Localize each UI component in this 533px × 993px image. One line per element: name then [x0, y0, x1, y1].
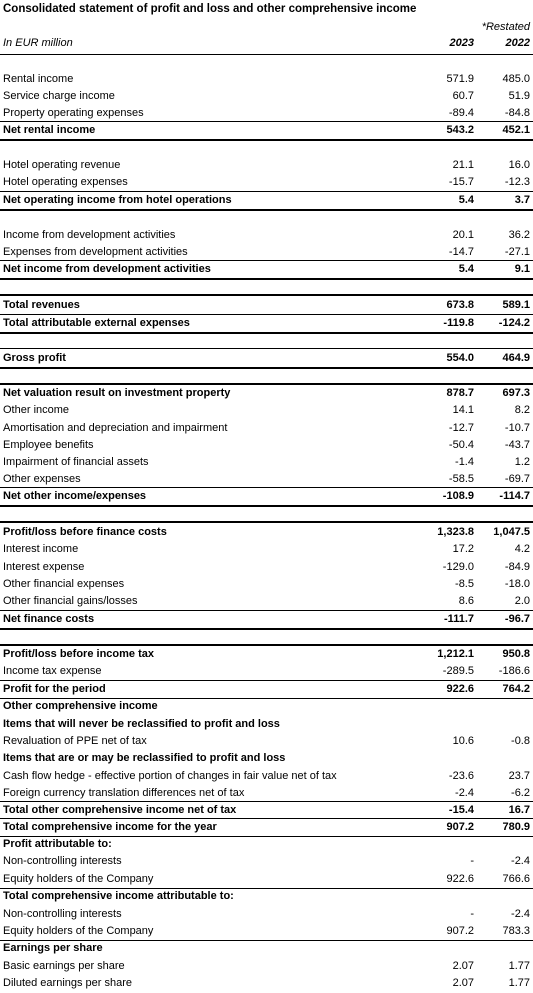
value-2022: -18.0: [504, 578, 530, 590]
row-divider-rule: [0, 487, 533, 488]
header-rule: [0, 54, 533, 55]
row-label: Net other income/expenses: [3, 490, 147, 502]
row-divider-rule: [0, 940, 533, 941]
row-label: Profit/loss before income tax: [3, 648, 154, 660]
row-label: Profit for the period: [3, 683, 106, 695]
row-label: Total attributable external expenses: [3, 317, 190, 329]
row-label: Net income from development activities: [3, 263, 211, 275]
table-row: [0, 888, 533, 905]
value-2022: 4.2: [514, 543, 530, 555]
table-row: [0, 940, 533, 957]
row-divider-rule: [0, 294, 533, 296]
row-label: Non-controlling interests: [3, 855, 122, 867]
value-2022: 1,047.5: [493, 526, 530, 538]
value-2022: 9.1: [514, 263, 530, 275]
table-row: [0, 454, 533, 471]
row-label: Total other comprehensive income net of tax: [3, 804, 237, 816]
row-divider-rule: [0, 383, 533, 385]
value-2023: -50.4: [448, 439, 474, 451]
statement-title: Consolidated statement of profit and loss and other comprehensive income: [3, 3, 417, 15]
value-2023: -1.4: [455, 456, 474, 468]
row-divider-rule: [0, 139, 533, 141]
row-label: Rental income: [3, 73, 74, 85]
table-row: [0, 437, 533, 454]
row-divider-rule: [0, 332, 533, 334]
value-2023: -129.0: [442, 561, 474, 573]
value-2023: 5.4: [458, 194, 474, 206]
value-2023: 673.8: [446, 299, 474, 311]
column-header-2023: 2023: [449, 37, 474, 49]
row-label: Amortisation and depreciation and impairment: [3, 422, 228, 434]
table-row: [0, 524, 533, 541]
row-label: Equity holders of the Company: [3, 925, 154, 937]
row-label: Income tax expense: [3, 665, 102, 677]
value-2023: 21.1: [452, 159, 474, 171]
row-label: Hotel operating revenue: [3, 159, 121, 171]
value-2022: 36.2: [508, 229, 530, 241]
value-2022: -84.9: [504, 561, 530, 573]
table-row: [0, 471, 533, 488]
value-2023: -2.4: [455, 787, 474, 799]
value-2022: 464.9: [502, 352, 530, 364]
table-row: [0, 420, 533, 437]
table-row: [0, 227, 533, 244]
row-label: Net operating income from hotel operations: [3, 194, 232, 206]
row-divider-rule: [0, 348, 533, 349]
value-2023: 2.07: [452, 960, 474, 972]
row-label: Cash flow hedge - effective portion of changes in fair value net of tax: [3, 770, 337, 782]
row-divider-rule: [0, 505, 533, 507]
table-row: [0, 122, 533, 139]
value-2023: -23.6: [448, 770, 474, 782]
row-divider-rule: [0, 209, 533, 211]
row-divider-rule: [0, 801, 533, 802]
row-label: Employee benefits: [3, 439, 94, 451]
value-2023: 20.1: [452, 229, 474, 241]
value-2023: 60.7: [452, 90, 474, 102]
row-divider-rule: [0, 628, 533, 630]
row-label: Impairment of financial assets: [3, 456, 149, 468]
table-row: [0, 923, 533, 940]
value-2023: -15.4: [448, 804, 474, 816]
value-2022: 766.6: [502, 873, 530, 885]
value-2023: 907.2: [446, 821, 474, 833]
row-label: Other comprehensive income: [3, 700, 158, 712]
row-label: Other expenses: [3, 473, 81, 485]
table-row: [0, 559, 533, 576]
table-row: [0, 350, 533, 367]
value-2022: 23.7: [508, 770, 530, 782]
row-label: Earnings per share: [3, 942, 103, 954]
row-label: Property operating expenses: [3, 107, 144, 119]
table-row: [0, 385, 533, 402]
row-divider-rule: [0, 521, 533, 523]
row-label: Net rental income: [3, 124, 96, 136]
value-2023: -58.5: [448, 473, 474, 485]
table-row: [0, 733, 533, 750]
table-row: [0, 157, 533, 174]
row-label: Diluted earnings per share: [3, 977, 133, 989]
column-header-row: [0, 35, 533, 52]
value-2022: -84.8: [504, 107, 530, 119]
row-label: Basic earnings per share: [3, 960, 125, 972]
value-2023: 10.6: [452, 735, 474, 747]
row-divider-rule: [0, 888, 533, 889]
value-2023: -119.8: [443, 317, 474, 329]
value-2023: 14.1: [452, 404, 474, 416]
row-label: Profit/loss before finance costs: [3, 526, 167, 538]
table-row: [0, 698, 533, 715]
restated-note-row: [0, 19, 533, 36]
row-label: Other financial expenses: [3, 578, 125, 590]
row-label: Net finance costs: [3, 613, 95, 625]
value-2022: 8.2: [514, 404, 530, 416]
value-2022: 485.0: [502, 73, 530, 85]
value-2023: 922.6: [446, 873, 474, 885]
table-row: [0, 768, 533, 785]
value-2023: -14.7: [448, 246, 474, 258]
row-label: Other income: [3, 404, 70, 416]
value-2023: 1,212.1: [437, 648, 474, 660]
row-divider-rule: [0, 818, 533, 819]
table-row: [0, 819, 533, 836]
value-2022: 783.3: [502, 925, 530, 937]
row-label: Profit attributable to:: [3, 838, 112, 850]
row-label: Revaluation of PPE net of tax: [3, 735, 147, 747]
table-row: [0, 261, 533, 278]
row-divider-rule: [0, 260, 533, 261]
unit-label: In EUR million: [3, 37, 73, 49]
row-divider-rule: [0, 644, 533, 646]
table-row: [0, 716, 533, 733]
value-2022: -114.7: [499, 490, 530, 502]
table-row: [0, 646, 533, 663]
value-2023: -8.5: [455, 578, 474, 590]
row-label: Service charge income: [3, 90, 115, 102]
row-label: Total comprehensive income attributable to:: [3, 890, 234, 902]
value-2022: 1.2: [514, 456, 530, 468]
table-row: [0, 105, 533, 122]
value-2023: 571.9: [446, 73, 474, 85]
table-row: [0, 174, 533, 191]
table-row: [0, 958, 533, 975]
value-2022: -2.4: [511, 908, 530, 920]
table-row: [0, 853, 533, 870]
value-2022: -2.4: [511, 855, 530, 867]
table-row: [0, 802, 533, 819]
value-2023: 922.6: [446, 683, 474, 695]
value-2022: 16.0: [508, 159, 530, 171]
value-2022: -186.6: [498, 665, 530, 677]
value-2022: 780.9: [502, 821, 530, 833]
row-divider-rule: [0, 698, 533, 699]
value-2023: -289.5: [442, 665, 474, 677]
value-2023: 2.07: [452, 977, 474, 989]
table-row: [0, 244, 533, 261]
value-2023: 907.2: [446, 925, 474, 937]
table-row: [0, 402, 533, 419]
value-2023: 5.4: [458, 263, 474, 275]
column-header-2022: 2022: [505, 37, 530, 49]
value-2023: -12.7: [448, 422, 474, 434]
row-divider-rule: [0, 314, 533, 315]
value-2022: -124.2: [498, 317, 530, 329]
table-row: [0, 611, 533, 628]
table-row: [0, 975, 533, 992]
value-2022: -69.7: [504, 473, 530, 485]
row-divider-rule: [0, 278, 533, 280]
value-2022: 51.9: [508, 90, 530, 102]
restated-note: *Restated: [481, 21, 530, 33]
value-2023: -108.9: [442, 490, 474, 502]
value-2022: -10.7: [504, 422, 530, 434]
table-row: [0, 541, 533, 558]
row-label: Interest income: [3, 543, 79, 555]
row-label: Items that are or may be reclassified to profit and loss: [3, 752, 286, 764]
row-label: Hotel operating expenses: [3, 176, 128, 188]
row-label: Total comprehensive income for the year: [3, 821, 217, 833]
table-row: [0, 88, 533, 105]
value-2023: 554.0: [446, 352, 474, 364]
row-divider-rule: [0, 610, 533, 611]
table-row: [0, 315, 533, 332]
value-2023: -: [470, 855, 474, 867]
value-2022: -27.1: [504, 246, 530, 258]
value-2022: -0.8: [511, 735, 530, 747]
value-2022: 950.8: [502, 648, 530, 660]
table-row: [0, 836, 533, 853]
row-label: Non-controlling interests: [3, 908, 122, 920]
table-row: [0, 71, 533, 88]
value-2022: 3.7: [514, 194, 530, 206]
value-2022: -43.7: [504, 439, 530, 451]
table-row: [0, 681, 533, 698]
value-2022: 697.3: [502, 387, 530, 399]
value-2023: -89.4: [448, 107, 474, 119]
value-2022: -12.3: [504, 176, 530, 188]
value-2022: 452.1: [502, 124, 530, 136]
table-row: [0, 297, 533, 314]
value-2023: 17.2: [452, 543, 474, 555]
row-label: Other financial gains/losses: [3, 595, 138, 607]
value-2022: 16.7: [508, 804, 530, 816]
table-row: [0, 785, 533, 802]
table-row: [0, 663, 533, 680]
value-2023: -15.7: [448, 176, 474, 188]
value-2022: 2.0: [514, 595, 530, 607]
row-label: Net valuation result on investment property: [3, 387, 231, 399]
row-divider-rule: [0, 191, 533, 192]
row-label: Equity holders of the Company: [3, 873, 154, 885]
row-label: Foreign currency translation differences net of tax: [3, 787, 245, 799]
value-2022: 764.2: [502, 683, 530, 695]
table-row: [0, 871, 533, 888]
value-2022: 1.77: [508, 977, 530, 989]
value-2022: 589.1: [502, 299, 530, 311]
table-row: [0, 192, 533, 209]
table-row: [0, 906, 533, 923]
value-2023: 1,323.8: [437, 526, 474, 538]
row-divider-rule: [0, 836, 533, 837]
row-divider-rule: [0, 680, 533, 681]
table-row: [0, 593, 533, 610]
value-2022: 1.77: [508, 960, 530, 972]
table-row: [0, 576, 533, 593]
row-label: Items that will never be reclassified to profit and loss: [3, 718, 280, 730]
value-2022: -6.2: [511, 787, 530, 799]
value-2023: 8.6: [458, 595, 474, 607]
table-row: [0, 488, 533, 505]
row-label: Gross profit: [3, 352, 66, 364]
row-label: Income from development activities: [3, 229, 176, 241]
row-label: Interest expense: [3, 561, 85, 573]
row-label: Total revenues: [3, 299, 80, 311]
row-divider-rule: [0, 121, 533, 122]
row-divider-rule: [0, 367, 533, 369]
row-label: Expenses from development activities: [3, 246, 188, 258]
value-2023: 543.2: [446, 124, 474, 136]
value-2022: -96.7: [504, 613, 530, 625]
value-2023: 878.7: [446, 387, 474, 399]
value-2023: -111.7: [444, 613, 474, 625]
table-row: [0, 750, 533, 767]
value-2023: -: [470, 908, 474, 920]
